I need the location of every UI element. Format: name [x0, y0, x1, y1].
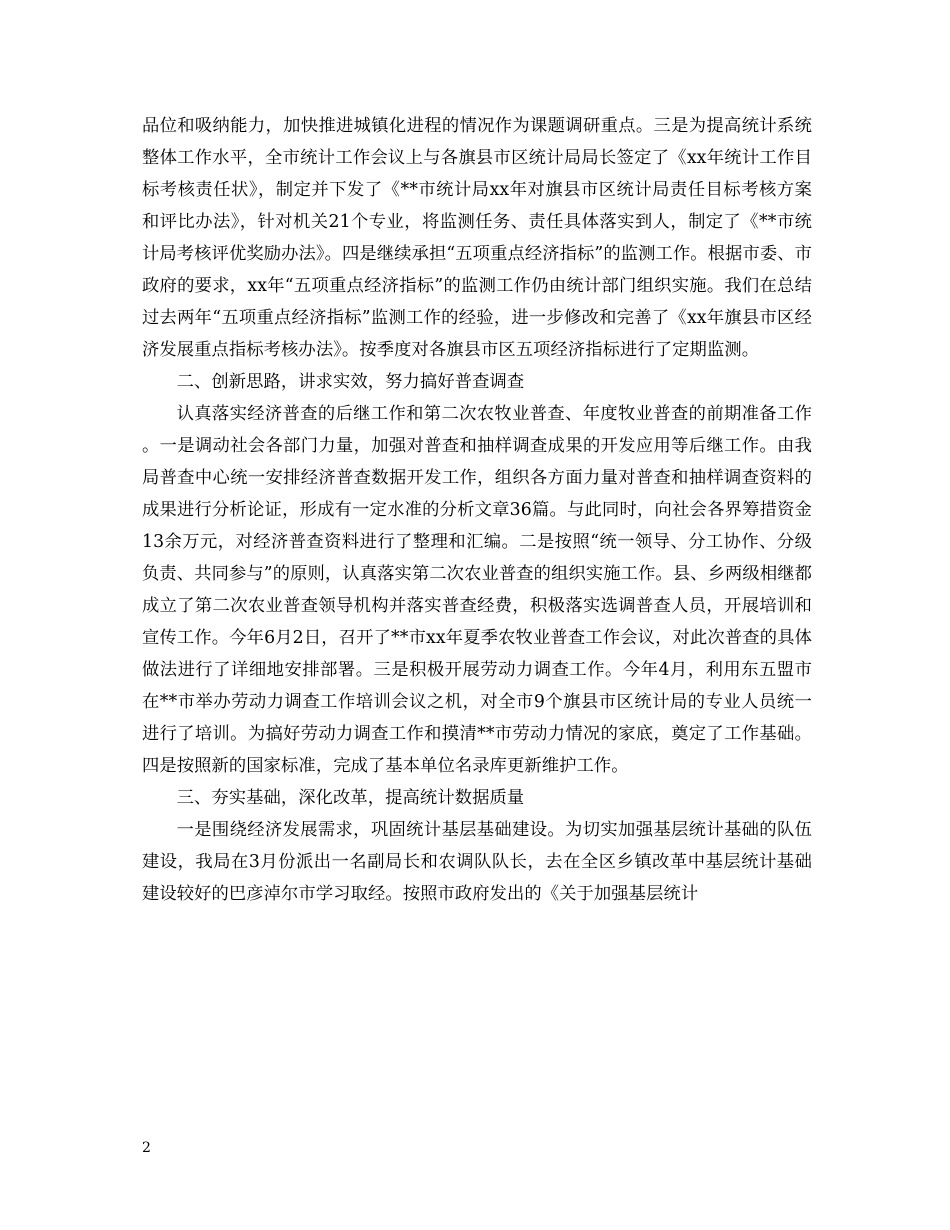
document-body [142, 110, 812, 910]
paragraph-continuation: 品位和吸纳能力，加快推进城镇化进程的情况作为课题调研重点。三是为提高统计系统整体工作水平，全市统计工作会议上与各旗县市区统计局局长签定了《xx年统计工作目标考核责任状》，制定并下发了《**市统计局xx年对旗县市区统计局责任目标考核方案和评比办法》，针对机关21个专业，将监测任务、责任具体落实到人，制定了《**市统计局考核评优奖励办法》。四是继续承担“五项重点经济指标”的监测工作。根据市委、市政府的要求，xx年“五项重点经济指标”的监测工作仍由统计部门组织实施。我们在总结过去两年“五项重点经济指标”监测工作的经验，进一步修改和完善了《xx年旗县市区经济发展重点指标考核办法》。按季度对各旗县市区五项经济指标进行了定期监测。 [142, 116, 812, 360]
paragraph-grassroots-foundation: 一是围绕经济发展需求，巩固统计基层基础建设。为切实加强基层统计基础的队伍建设，我局在3月份派出一名副局长和农调队队长，去在全区乡镇改革中基层统计基础建设较好的巴彦淖尔市学习取经。按照市政府发出的《关于加强基层统计 [142, 820, 812, 904]
paragraph-census-work: 认真落实经济普查的后继工作和第二次农牧业普查、年度牧业普查的前期准备工作。一是调动社会各部门力量，加强对普查和抽样调查成果的开发应用等后继工作。由我局普查中心统一安排经济普查数据开发工作，组织各方面力量对普查和抽样调查资料的成果进行分析论证，形成有一定水准的分析文章36篇。与此同时，向社会各界筹措资金13余万元，对经济普查资料进行了整理和汇编。二是按照“统一领导、分工协作、分级负责、共同参与”的原则，认真落实第二次农业普查的组织实施工作。县、乡两级相继都成立了第二次农业普查领导机构并落实普查经费，积极落实选调普查人员，开展培训和宣传工作。今年6月2日，召开了**市xx年夏季农牧业普查工作会议，对此次普查的具体做法进行了详细地安排部署。三是积极开展劳动力调查工作。今年4月，利用东五盟市在**市举办劳动力调查工作培训会议之机，对全市9个旗县市区统计局的专业人员统一进行了培训。为搞好劳动力调查工作和摸清**市劳动力情况的家底，奠定了工作基础。四是按照新的国家标准，完成了基本单位名录库更新维护工作。 [142, 404, 812, 776]
section-heading-three: 三、夯实基础，深化改革，提高统计数据质量 [176, 788, 525, 808]
section-heading-two: 二、创新思路，讲求实效，努力搞好普查调查 [176, 372, 525, 392]
page-number: 2 [142, 1140, 151, 1156]
